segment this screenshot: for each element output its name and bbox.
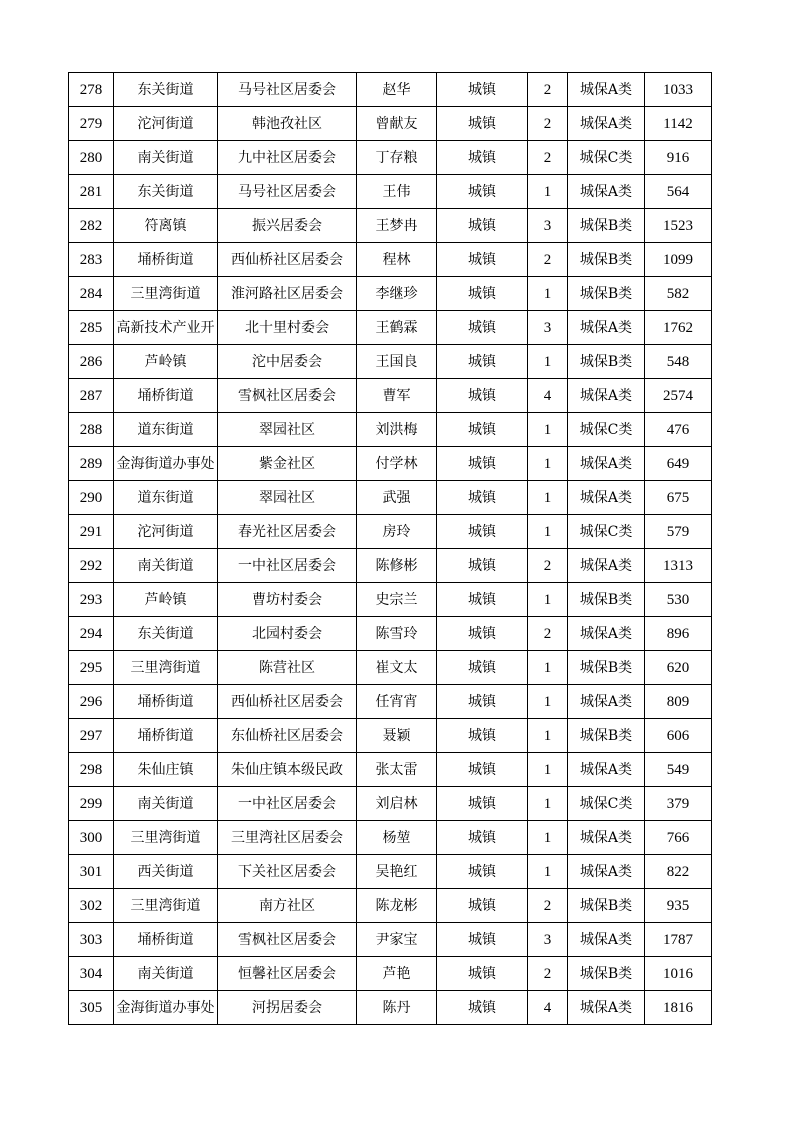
amount-cell: 606 xyxy=(645,719,712,753)
community-cell: 恒馨社区居委会 xyxy=(218,957,357,991)
member-count-cell: 1 xyxy=(528,583,568,617)
street-office-cell: 埇桥街道 xyxy=(114,243,218,277)
person-name-cell: 赵华 xyxy=(357,73,437,107)
table-row xyxy=(69,447,712,481)
community-cell: 朱仙庄镇本级民政 xyxy=(218,753,357,787)
community-cell: 振兴居委会 xyxy=(218,209,357,243)
row-number-cell: 279 xyxy=(69,107,114,141)
member-count-cell: 1 xyxy=(528,345,568,379)
table-row xyxy=(69,209,712,243)
table-row xyxy=(69,617,712,651)
row-number-cell: 285 xyxy=(69,311,114,345)
street-office-cell: 三里湾街道 xyxy=(114,651,218,685)
assistance-category-cell: 城保B类 xyxy=(568,209,645,243)
member-count-cell: 2 xyxy=(528,889,568,923)
community-cell: 西仙桥社区居委会 xyxy=(218,685,357,719)
street-office-cell: 三里湾街道 xyxy=(114,277,218,311)
table-row xyxy=(69,107,712,141)
row-number-cell: 305 xyxy=(69,991,114,1025)
street-office-cell: 埇桥街道 xyxy=(114,685,218,719)
member-count-cell: 1 xyxy=(528,175,568,209)
row-number-cell: 296 xyxy=(69,685,114,719)
row-number-cell: 297 xyxy=(69,719,114,753)
row-number-cell: 301 xyxy=(69,855,114,889)
community-cell: 翠园社区 xyxy=(218,481,357,515)
assistance-category-cell: 城保A类 xyxy=(568,617,645,651)
person-name-cell: 房玲 xyxy=(357,515,437,549)
street-office-cell: 东关街道 xyxy=(114,175,218,209)
amount-cell: 1099 xyxy=(645,243,712,277)
member-count-cell: 2 xyxy=(528,549,568,583)
person-name-cell: 付学林 xyxy=(357,447,437,481)
household-type-cell: 城镇 xyxy=(437,73,528,107)
amount-cell: 620 xyxy=(645,651,712,685)
person-name-cell: 陈丹 xyxy=(357,991,437,1025)
community-cell: 三里湾社区居委会 xyxy=(218,821,357,855)
assistance-category-cell: 城保B类 xyxy=(568,583,645,617)
row-number-cell: 282 xyxy=(69,209,114,243)
person-name-cell: 武强 xyxy=(357,481,437,515)
table-row xyxy=(69,753,712,787)
assistance-category-cell: 城保C类 xyxy=(568,515,645,549)
household-type-cell: 城镇 xyxy=(437,617,528,651)
table-row xyxy=(69,889,712,923)
household-type-cell: 城镇 xyxy=(437,719,528,753)
household-type-cell: 城镇 xyxy=(437,345,528,379)
household-type-cell: 城镇 xyxy=(437,991,528,1025)
member-count-cell: 3 xyxy=(528,923,568,957)
member-count-cell: 1 xyxy=(528,651,568,685)
table-row xyxy=(69,243,712,277)
row-number-cell: 287 xyxy=(69,379,114,413)
street-office-cell: 埇桥街道 xyxy=(114,719,218,753)
table-row xyxy=(69,515,712,549)
table-row xyxy=(69,855,712,889)
table-row xyxy=(69,719,712,753)
household-type-cell: 城镇 xyxy=(437,277,528,311)
table-row xyxy=(69,685,712,719)
row-number-cell: 288 xyxy=(69,413,114,447)
amount-cell: 564 xyxy=(645,175,712,209)
street-office-cell: 沱河街道 xyxy=(114,107,218,141)
amount-cell: 1762 xyxy=(645,311,712,345)
amount-cell: 579 xyxy=(645,515,712,549)
household-type-cell: 城镇 xyxy=(437,583,528,617)
assistance-category-cell: 城保A类 xyxy=(568,175,645,209)
community-cell: 韩池孜社区 xyxy=(218,107,357,141)
street-office-cell: 芦岭镇 xyxy=(114,583,218,617)
assistance-category-cell: 城保B类 xyxy=(568,345,645,379)
household-type-cell: 城镇 xyxy=(437,753,528,787)
table-row xyxy=(69,311,712,345)
table-row xyxy=(69,141,712,175)
community-cell: 雪枫社区居委会 xyxy=(218,923,357,957)
person-name-cell: 王伟 xyxy=(357,175,437,209)
table-row xyxy=(69,549,712,583)
row-number-cell: 289 xyxy=(69,447,114,481)
household-type-cell: 城镇 xyxy=(437,549,528,583)
amount-cell: 1016 xyxy=(645,957,712,991)
amount-cell: 935 xyxy=(645,889,712,923)
member-count-cell: 2 xyxy=(528,617,568,651)
community-cell: 马号社区居委会 xyxy=(218,175,357,209)
member-count-cell: 1 xyxy=(528,821,568,855)
household-type-cell: 城镇 xyxy=(437,107,528,141)
row-number-cell: 303 xyxy=(69,923,114,957)
member-count-cell: 4 xyxy=(528,379,568,413)
street-office-cell: 金海街道办事处 xyxy=(114,991,218,1025)
street-office-cell: 东关街道 xyxy=(114,617,218,651)
street-office-cell: 高新技术产业开 xyxy=(114,311,218,345)
table-row xyxy=(69,277,712,311)
community-cell: 雪枫社区居委会 xyxy=(218,379,357,413)
community-cell: 九中社区居委会 xyxy=(218,141,357,175)
household-type-cell: 城镇 xyxy=(437,651,528,685)
household-type-cell: 城镇 xyxy=(437,413,528,447)
table-row xyxy=(69,821,712,855)
row-number-cell: 278 xyxy=(69,73,114,107)
amount-cell: 582 xyxy=(645,277,712,311)
row-number-cell: 293 xyxy=(69,583,114,617)
person-name-cell: 陈修彬 xyxy=(357,549,437,583)
assistance-category-cell: 城保C类 xyxy=(568,413,645,447)
person-name-cell: 吴艳红 xyxy=(357,855,437,889)
community-cell: 北园村委会 xyxy=(218,617,357,651)
household-type-cell: 城镇 xyxy=(437,821,528,855)
assistance-category-cell: 城保C类 xyxy=(568,787,645,821)
person-name-cell: 王鹤霖 xyxy=(357,311,437,345)
amount-cell: 1033 xyxy=(645,73,712,107)
street-office-cell: 金海街道办事处 xyxy=(114,447,218,481)
street-office-cell: 芦岭镇 xyxy=(114,345,218,379)
member-count-cell: 4 xyxy=(528,991,568,1025)
household-type-cell: 城镇 xyxy=(437,855,528,889)
amount-cell: 548 xyxy=(645,345,712,379)
street-office-cell: 东关街道 xyxy=(114,73,218,107)
assistance-roster-table xyxy=(68,72,712,1025)
member-count-cell: 3 xyxy=(528,209,568,243)
roster-table-body xyxy=(69,73,712,1025)
street-office-cell: 道东街道 xyxy=(114,413,218,447)
person-name-cell: 程林 xyxy=(357,243,437,277)
street-office-cell: 南关街道 xyxy=(114,141,218,175)
assistance-category-cell: 城保A类 xyxy=(568,311,645,345)
amount-cell: 896 xyxy=(645,617,712,651)
household-type-cell: 城镇 xyxy=(437,447,528,481)
assistance-category-cell: 城保B类 xyxy=(568,243,645,277)
table-row xyxy=(69,651,712,685)
street-office-cell: 南关街道 xyxy=(114,787,218,821)
member-count-cell: 2 xyxy=(528,141,568,175)
household-type-cell: 城镇 xyxy=(437,311,528,345)
row-number-cell: 295 xyxy=(69,651,114,685)
person-name-cell: 杨堃 xyxy=(357,821,437,855)
street-office-cell: 三里湾街道 xyxy=(114,889,218,923)
row-number-cell: 294 xyxy=(69,617,114,651)
amount-cell: 1523 xyxy=(645,209,712,243)
table-row xyxy=(69,481,712,515)
assistance-category-cell: 城保C类 xyxy=(568,141,645,175)
table-row xyxy=(69,413,712,447)
member-count-cell: 2 xyxy=(528,243,568,277)
row-number-cell: 304 xyxy=(69,957,114,991)
household-type-cell: 城镇 xyxy=(437,889,528,923)
amount-cell: 1787 xyxy=(645,923,712,957)
row-number-cell: 284 xyxy=(69,277,114,311)
person-name-cell: 曹军 xyxy=(357,379,437,413)
community-cell: 翠园社区 xyxy=(218,413,357,447)
household-type-cell: 城镇 xyxy=(437,515,528,549)
amount-cell: 766 xyxy=(645,821,712,855)
community-cell: 西仙桥社区居委会 xyxy=(218,243,357,277)
amount-cell: 476 xyxy=(645,413,712,447)
amount-cell: 675 xyxy=(645,481,712,515)
member-count-cell: 1 xyxy=(528,719,568,753)
assistance-category-cell: 城保A类 xyxy=(568,855,645,889)
street-office-cell: 埇桥街道 xyxy=(114,923,218,957)
household-type-cell: 城镇 xyxy=(437,923,528,957)
row-number-cell: 300 xyxy=(69,821,114,855)
assistance-category-cell: 城保A类 xyxy=(568,821,645,855)
assistance-category-cell: 城保B类 xyxy=(568,957,645,991)
household-type-cell: 城镇 xyxy=(437,141,528,175)
household-type-cell: 城镇 xyxy=(437,243,528,277)
table-row xyxy=(69,379,712,413)
person-name-cell: 任宵宵 xyxy=(357,685,437,719)
member-count-cell: 2 xyxy=(528,73,568,107)
row-number-cell: 292 xyxy=(69,549,114,583)
community-cell: 一中社区居委会 xyxy=(218,787,357,821)
assistance-category-cell: 城保A类 xyxy=(568,753,645,787)
assistance-category-cell: 城保A类 xyxy=(568,923,645,957)
community-cell: 河拐居委会 xyxy=(218,991,357,1025)
person-name-cell: 聂颖 xyxy=(357,719,437,753)
household-type-cell: 城镇 xyxy=(437,481,528,515)
street-office-cell: 西关街道 xyxy=(114,855,218,889)
assistance-category-cell: 城保A类 xyxy=(568,73,645,107)
member-count-cell: 3 xyxy=(528,311,568,345)
community-cell: 南方社区 xyxy=(218,889,357,923)
assistance-category-cell: 城保A类 xyxy=(568,685,645,719)
amount-cell: 1142 xyxy=(645,107,712,141)
person-name-cell: 尹家宝 xyxy=(357,923,437,957)
row-number-cell: 302 xyxy=(69,889,114,923)
table-row xyxy=(69,923,712,957)
household-type-cell: 城镇 xyxy=(437,957,528,991)
table-row xyxy=(69,175,712,209)
street-office-cell: 朱仙庄镇 xyxy=(114,753,218,787)
community-cell: 陈营社区 xyxy=(218,651,357,685)
street-office-cell: 符离镇 xyxy=(114,209,218,243)
member-count-cell: 1 xyxy=(528,787,568,821)
amount-cell: 822 xyxy=(645,855,712,889)
assistance-category-cell: 城保B类 xyxy=(568,651,645,685)
amount-cell: 809 xyxy=(645,685,712,719)
street-office-cell: 南关街道 xyxy=(114,957,218,991)
table-row xyxy=(69,957,712,991)
amount-cell: 1313 xyxy=(645,549,712,583)
member-count-cell: 2 xyxy=(528,957,568,991)
community-cell: 下关社区居委会 xyxy=(218,855,357,889)
row-number-cell: 298 xyxy=(69,753,114,787)
amount-cell: 549 xyxy=(645,753,712,787)
assistance-category-cell: 城保A类 xyxy=(568,481,645,515)
community-cell: 北十里村委会 xyxy=(218,311,357,345)
table-row xyxy=(69,345,712,379)
member-count-cell: 1 xyxy=(528,413,568,447)
row-number-cell: 291 xyxy=(69,515,114,549)
person-name-cell: 刘洪梅 xyxy=(357,413,437,447)
row-number-cell: 286 xyxy=(69,345,114,379)
community-cell: 沱中居委会 xyxy=(218,345,357,379)
assistance-category-cell: 城保A类 xyxy=(568,379,645,413)
community-cell: 春光社区居委会 xyxy=(218,515,357,549)
assistance-category-cell: 城保B类 xyxy=(568,719,645,753)
member-count-cell: 1 xyxy=(528,277,568,311)
person-name-cell: 丁存粮 xyxy=(357,141,437,175)
member-count-cell: 1 xyxy=(528,515,568,549)
assistance-category-cell: 城保A类 xyxy=(568,447,645,481)
person-name-cell: 芦艳 xyxy=(357,957,437,991)
assistance-category-cell: 城保A类 xyxy=(568,549,645,583)
community-cell: 紫金社区 xyxy=(218,447,357,481)
amount-cell: 530 xyxy=(645,583,712,617)
amount-cell: 916 xyxy=(645,141,712,175)
amount-cell: 649 xyxy=(645,447,712,481)
person-name-cell: 王国良 xyxy=(357,345,437,379)
table-row xyxy=(69,583,712,617)
member-count-cell: 1 xyxy=(528,855,568,889)
community-cell: 一中社区居委会 xyxy=(218,549,357,583)
member-count-cell: 2 xyxy=(528,107,568,141)
assistance-category-cell: 城保B类 xyxy=(568,889,645,923)
street-office-cell: 三里湾街道 xyxy=(114,821,218,855)
row-number-cell: 299 xyxy=(69,787,114,821)
person-name-cell: 刘启林 xyxy=(357,787,437,821)
street-office-cell: 道东街道 xyxy=(114,481,218,515)
person-name-cell: 崔文太 xyxy=(357,651,437,685)
assistance-category-cell: 城保B类 xyxy=(568,277,645,311)
community-cell: 东仙桥社区居委会 xyxy=(218,719,357,753)
row-number-cell: 281 xyxy=(69,175,114,209)
amount-cell: 2574 xyxy=(645,379,712,413)
person-name-cell: 李继珍 xyxy=(357,277,437,311)
table-row xyxy=(69,73,712,107)
person-name-cell: 曾献友 xyxy=(357,107,437,141)
member-count-cell: 1 xyxy=(528,447,568,481)
street-office-cell: 埇桥街道 xyxy=(114,379,218,413)
community-cell: 马号社区居委会 xyxy=(218,73,357,107)
household-type-cell: 城镇 xyxy=(437,209,528,243)
row-number-cell: 283 xyxy=(69,243,114,277)
table-row xyxy=(69,991,712,1025)
street-office-cell: 南关街道 xyxy=(114,549,218,583)
table-row xyxy=(69,787,712,821)
assistance-category-cell: 城保A类 xyxy=(568,107,645,141)
assistance-category-cell: 城保A类 xyxy=(568,991,645,1025)
person-name-cell: 张太雷 xyxy=(357,753,437,787)
member-count-cell: 1 xyxy=(528,685,568,719)
community-cell: 曹坊村委会 xyxy=(218,583,357,617)
person-name-cell: 陈龙彬 xyxy=(357,889,437,923)
household-type-cell: 城镇 xyxy=(437,685,528,719)
person-name-cell: 陈雪玲 xyxy=(357,617,437,651)
household-type-cell: 城镇 xyxy=(437,787,528,821)
household-type-cell: 城镇 xyxy=(437,379,528,413)
community-cell: 淮河路社区居委会 xyxy=(218,277,357,311)
amount-cell: 379 xyxy=(645,787,712,821)
row-number-cell: 280 xyxy=(69,141,114,175)
person-name-cell: 王梦冉 xyxy=(357,209,437,243)
household-type-cell: 城镇 xyxy=(437,175,528,209)
amount-cell: 1816 xyxy=(645,991,712,1025)
person-name-cell: 史宗兰 xyxy=(357,583,437,617)
member-count-cell: 1 xyxy=(528,481,568,515)
row-number-cell: 290 xyxy=(69,481,114,515)
street-office-cell: 沱河街道 xyxy=(114,515,218,549)
member-count-cell: 1 xyxy=(528,753,568,787)
